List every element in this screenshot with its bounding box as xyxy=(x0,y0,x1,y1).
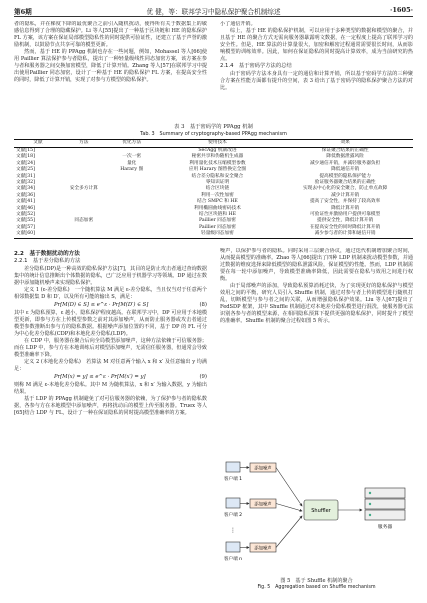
right-column-middle xyxy=(220,248,413,454)
shuffler-label: Shuffler xyxy=(311,508,331,514)
paragraph: 然而，基于 HE 的 PPAgg 机制也存在一些问题，例如，Mohassel 等人[66]使用 Paillier 算法保护参与者隐私，提出了一种轻量级线性同态加密方案，该方案在参与者和服务器之间交换加密模型，降低了计算开销。Zhang 等人[57]在联邦学习中提出使用Paillier 同态加密，设计了一种基于 HE 的隐私保护 FL 方案，在提高安全性的同时，降低了计算开销，实现了对参与方模型的隐私保护。 xyxy=(14,49,207,84)
figure-caption-en: Fig. 5 Aggregation based on Shuffle mechanism xyxy=(257,584,376,590)
table-cell: 文献[24] xyxy=(16,160,35,166)
table-cell: 同态加密 xyxy=(74,218,94,224)
table-cell: 文献[32] xyxy=(16,179,35,185)
table-cell: 可验证性并激励用户提供可靠模型 xyxy=(309,211,381,217)
equation-expression: Pr[M(D) ∈ S] ≤ e^ε · Pr[M(D′) ∈ S] xyxy=(54,301,149,308)
table-cell: 量化 xyxy=(126,160,137,166)
table-cell: 文献[31] xyxy=(16,173,35,179)
table-cell: Harary 图 xyxy=(120,167,144,173)
comparison-table xyxy=(14,139,413,239)
table-cell: 文献[41] xyxy=(16,199,35,205)
paragraph: 综上，基于 HE 的隐私保护机制，可以应用于多种类型的数据和模型的聚合，并且基于 HE 的聚合方式无需向服务器暴露明文数据，在一定程度上提高了联邦学习的安全性。但是，HE 算法的计算量很大，加密和解密过程通常需要很长时间，从而影响模型的训练效率。因此，如何在保证隐私的同时提高计算效率，成为当前研究的热点。 xyxy=(220,28,413,63)
table-cell: SecAgg 机制改进 xyxy=(198,147,237,153)
issue-number: 第6期 xyxy=(14,8,32,16)
table-cell: 文献[15] xyxy=(16,147,35,153)
table-cell: 应用 Harary 图替换完全图 xyxy=(188,167,247,173)
left-column-top xyxy=(14,21,207,122)
subsection-heading: 2.2.1 基于差分隐私的方法 xyxy=(14,258,81,264)
paragraph: 定义 2 (本地化差分隐私) 若算法 M 对任意两个输入 x 和 x′ 及任意输出 y 均满足： xyxy=(14,359,207,373)
noise-label-2: 添加噪声 xyxy=(254,502,272,508)
table-cell: 零知识证明 xyxy=(205,179,230,185)
paragraph: 其中 ε 为隐私预算，ε 越小，隐私保护程度越高。在联邦学习中，DP 可应用于本地模型更新，即参与方在上传模型参数之前对其添加噪声，从而防止服务器或攻击者通过模型参数推断出参与方的隐私数据。根据噪声添加位置的不同，基于 DP 的 FL 可分为中心化差分隐私(CDP)和本地化差分隐私(LDP)。 xyxy=(14,309,207,337)
table-cell: 提供安全性，降低计算开销 xyxy=(317,218,374,224)
client-n-group xyxy=(224,516,302,562)
equation-number: (9) xyxy=(199,374,207,381)
table-cell: Paillier 同态加密 xyxy=(198,224,236,230)
table-cell: 文献[52] xyxy=(16,211,35,217)
client-2-group xyxy=(224,498,302,518)
paragraph: 差分隐私(DP)是一种高效的隐私保护方法[7]，其目的是防止攻击者通过查询数据集中的统计信息推断出个体数据的隐私，已广泛应用于机器学习等领域。DP 通过在数据中添加随机噪声来实现隐私保护。 xyxy=(14,265,207,286)
table-cell: 文献[25] xyxy=(16,167,35,173)
column-header: 方法 xyxy=(62,139,106,147)
table-cell: Paillier 同态加密 xyxy=(198,218,236,224)
table-cell xyxy=(106,231,158,238)
section-heading: 2.2 基于数据扰动的方法 xyxy=(14,251,80,257)
table-cell: 利用椭圆曲线密码技术 xyxy=(194,205,241,211)
running-title: 优 健，等：联邦学习中隐私保护聚合机制综述 xyxy=(146,8,281,16)
shuffle-diagram xyxy=(222,456,411,578)
ellipsis-glyph: ⋮ xyxy=(230,527,236,534)
page-number: ·1605· xyxy=(390,6,413,14)
table-cell: 文献[46] xyxy=(16,205,35,211)
table-cell: 文献[60] xyxy=(14,231,62,238)
paragraph: 噪声，以保护参与者的隐私。同时采用三层聚合协议，通过迭代机制增加聚合时间，从而提高模型的准确率。Zhao 等人[66]提出了四种 LDP 机制来扰动模型参数，并通过数据的维度选择来降低模型的隐私泄露风险，保证模型的性能。然而，LDP 机制需要在每一轮中添加噪声，导致模型准确率降低，因此需要在隐私与效用之间进行权衡。 xyxy=(220,248,413,283)
client-n-icon xyxy=(226,542,240,552)
table-cell xyxy=(62,147,106,154)
client-1-label: 客户端 1 xyxy=(223,477,243,482)
header-rule xyxy=(14,16,413,17)
table-cell: 结合 SMPC 和 HE xyxy=(197,199,238,205)
table-caption: 表 3 基于密码学的 PPAgg 机制 xyxy=(174,124,253,130)
table-header-row xyxy=(14,139,413,147)
subsection-heading: 2.1.4 基于密码学方法的总结 xyxy=(220,63,292,70)
column-header: 优化方法 xyxy=(106,139,158,147)
figure-caption-cn: 图 5 基于 Shuffle 机制的聚合 xyxy=(280,578,353,584)
figure-caption xyxy=(222,578,411,591)
client-2-icon xyxy=(226,498,240,508)
equation-8 xyxy=(14,301,207,310)
paragraph: 由于局部噪声的添加，导致隐私预算消耗过快，为了实现更好的隐私保护与模型效用之间的平衡，研究人员引入 Shuffle 机制，通过对参与者上传的模型进行随机打乱，切断模型与参与者之间的关联，从而增强隐私保护效果。Liu 等人[67]提出了 FedSDP 框架，其中 Shuffle 机制通过对本地差分隐私模型进行混洗，使服务器无法识别各参与者的模型来源，在相同隐私预算下提供更强的隐私保护，同时提升了模型的准确率。Shuffle 机制的聚合过程如图 5 所示。 xyxy=(220,283,413,325)
table-cell: 减少参与者的计算和通信开销 xyxy=(277,231,413,238)
noise-label-1: 添加噪声 xyxy=(254,466,272,472)
table-caption-en: Tab. 3 Summary of cryptography-based PPAgg mechanism xyxy=(140,131,287,137)
table-3 xyxy=(14,124,413,239)
table-cell: 文献[34] xyxy=(16,186,35,192)
server-icon xyxy=(365,488,405,520)
table-cell: 轻量级同态加密 xyxy=(158,231,278,238)
paragraph: 由于密码学方法本身具有一定的通信和计算开销，所以基于密码学方法的三种聚合方案在性能方面都有提升的空间，表 3 给出了基于密码学的隐私保护聚合方法的对比。 xyxy=(220,70,413,91)
table-cell: 减少计算开销 xyxy=(331,192,360,198)
figure-5 xyxy=(222,456,411,582)
client-1-icon xyxy=(226,462,240,472)
table-cell xyxy=(62,231,106,238)
table-cell: 安全多方计算 xyxy=(69,186,98,192)
table-cell: 一次一密 xyxy=(122,154,142,160)
table-cell: 文献[36] xyxy=(16,192,35,198)
table-cell: 提高了安全性，并保持了较高效率 xyxy=(309,199,381,205)
client-2-label: 客户端 2 xyxy=(223,513,243,518)
table-cell: 验证服务器聚合结果的正确性 xyxy=(314,179,376,185)
equation-number: (8) xyxy=(199,301,207,308)
server-label: 服务器 xyxy=(377,525,393,530)
table-cell: 减少通信开销，并减轻服务器负担 xyxy=(309,160,381,166)
paragraph: 基于 LDP 的 PPAgg 机制避免了对可信服务器的依赖，为了保护参与者的隐私数据，各参与方在本地模型中添加噪声，再将扰动后的模型上传至服务器。Truex 等人[65]结合 LDP 与 FL，设计了一种在保证隐私的同时提高模型准确率的方案。 xyxy=(14,396,207,417)
table-cell: 秘密共享和伪随机生成器 xyxy=(191,154,244,160)
table-row xyxy=(14,218,413,224)
table-cell: 文献[18] xyxy=(16,154,35,160)
left-column-middle xyxy=(14,248,207,578)
table-cell: 利用一次性加密 xyxy=(201,192,234,198)
table-cell: 降低计算开销 xyxy=(331,205,360,211)
column-header: 效果 xyxy=(277,139,413,147)
table-row xyxy=(14,231,413,238)
table-cell: 文献[55] xyxy=(16,218,35,224)
table-cell: 结合差分隐私和安全聚合 xyxy=(191,173,244,179)
right-column-top xyxy=(220,21,413,122)
table-cell: 降低通信开销 xyxy=(331,167,360,173)
table-row xyxy=(14,186,413,192)
paragraph: 者的隐私，并在梯度下降的最优聚合之前引入随机扰动，使得所有关于数据集上的敏感信息得到了合理的隐藏保护。Li 等人[55]提出了一种基于区块链和 HE 的隐私保护 FL 方案，该方案在保证局部模型隐私性的同时提供可验证性，还建立了基于声誉的激励机制，以鼓励节点共享可靠的模型更新。 xyxy=(14,21,207,49)
table-cell: 在提高安全性的同时降低计算开销 xyxy=(309,224,381,230)
paragraph: 在 CDP 中，服务器在聚合后向全局模型添加噪声，这种方法依赖于可信服务器；而在 LDP 中，参与方在本地训练后对模型添加噪声，无需信任服务器，但通常会导致模型准确率下降。 xyxy=(14,337,207,359)
column-header: 使用技术 xyxy=(158,139,278,147)
paragraph: 小了通信开销。 xyxy=(220,21,256,27)
table-cell: 降低数据泄露风险 xyxy=(326,154,364,160)
table-cell: 结合区块链和 HE xyxy=(198,211,237,217)
table-cell: 结合区块链 xyxy=(205,186,230,192)
table-cell: 利用量化技术压缩模型参数 xyxy=(189,160,246,166)
table-cell: 提高模型的隐私保护能力 xyxy=(319,173,371,179)
paragraph: 定义 1 (ε-差分隐私) 一个随机算法 M 满足 ε-差分隐私，当且仅当对于任意两个相邻数据集 D 和 D′，以及所有可能的输出 S，满足： xyxy=(14,286,207,300)
table-cell: 文献[57] xyxy=(16,224,35,230)
table-cell: 保证聚合结果的正确性 xyxy=(321,147,369,153)
table-cell: 实现去中心化的安全聚合，防止单点故障 xyxy=(302,186,388,192)
paragraph: 则称 M 满足 ε-本地化差分隐私。其中 M 为随机算法，x 和 x′ 为输入数据，y 为输出结果。 xyxy=(14,382,207,396)
noise-label-n: 添加噪声 xyxy=(254,546,272,552)
equation-9 xyxy=(14,373,207,382)
client-n-label: 客户端 n xyxy=(223,557,243,562)
column-header: 文献 xyxy=(14,139,62,147)
equation-expression: Pr[M(x) = y] ≤ e^ε · Pr[M(x′) = y] xyxy=(54,374,146,381)
